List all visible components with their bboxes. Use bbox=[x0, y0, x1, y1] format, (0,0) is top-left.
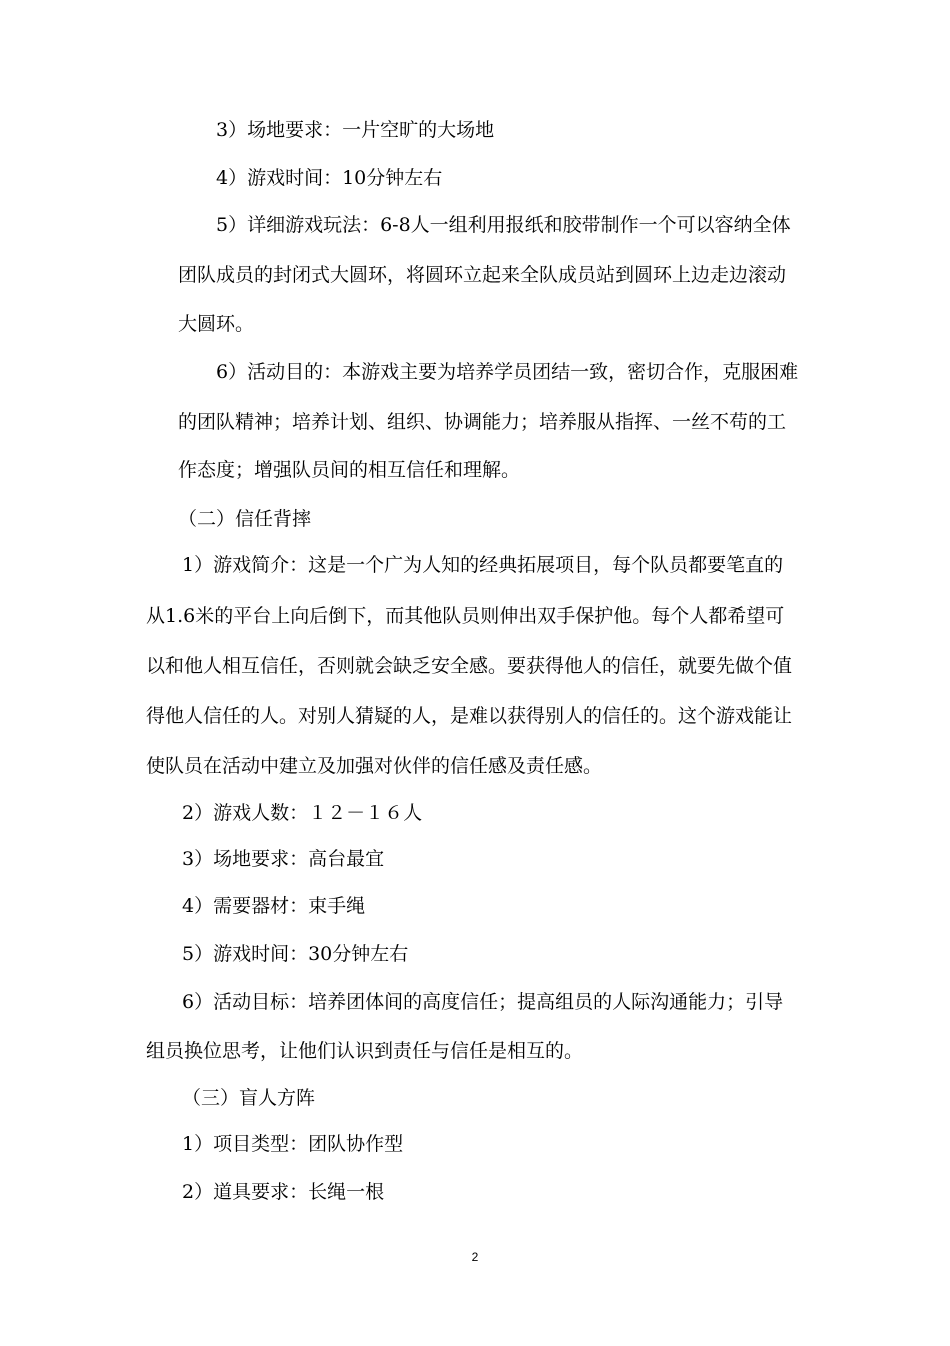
text-line: 从1.6米的平台上向后倒下，而其他队员则伸出双手保护他。每个人都希望可 bbox=[146, 605, 785, 627]
text-line: 1）游戏简介：这是一个广为人知的经典拓展项目，每个队员都要笔直的 bbox=[182, 554, 784, 576]
text-line: 4）游戏时间：10分钟左右 bbox=[216, 167, 443, 189]
text-line: 3）场地要求：高台最宜 bbox=[182, 848, 385, 870]
text-line: 6）活动目的：本游戏主要为培养学员团结一致，密切合作，克服困难 bbox=[216, 361, 799, 383]
text-line: 使队员在活动中建立及加强对伙伴的信任感及责任感。 bbox=[146, 755, 603, 777]
text-line: 3）场地要求：一片空旷的大场地 bbox=[216, 119, 495, 141]
text-line: 团队成员的封闭式大圆环，将圆环立起来全队成员站到圆环上边走边滚动 bbox=[178, 264, 787, 286]
section-heading: （三）盲人方阵 bbox=[182, 1087, 316, 1109]
text-line: 2）道具要求：长绳一根 bbox=[182, 1181, 385, 1203]
page-number: 2 bbox=[471, 1250, 479, 1264]
text-line: 组员换位思考，让他们认识到责任与信任是相互的。 bbox=[146, 1040, 584, 1062]
text-line: 2）游戏人数：１２－１６人 bbox=[182, 802, 423, 824]
text-line: 大圆环。 bbox=[178, 313, 255, 335]
text-line: 作态度；增强队员间的相互信任和理解。 bbox=[178, 459, 521, 481]
text-line: 5）详细游戏玩法：6-8人一组利用报纸和胶带制作一个可以容纳全体 bbox=[216, 214, 791, 236]
text-line: 4）需要器材：束手绳 bbox=[182, 895, 366, 917]
text-line: 6）活动目标：培养团体间的高度信任；提高组员的人际沟通能力；引导 bbox=[182, 991, 784, 1013]
text-line: 5）游戏时间：30分钟左右 bbox=[182, 943, 409, 965]
text-line: 得他人信任的人。对别人猜疑的人，是难以获得别人的信任的。这个游戏能让 bbox=[146, 705, 793, 727]
text-line: 1）项目类型：团队协作型 bbox=[182, 1133, 404, 1155]
text-line: 以和他人相互信任，否则就会缺乏安全感。要获得他人的信任，就要先做个值 bbox=[146, 655, 793, 677]
section-heading: （二）信任背摔 bbox=[178, 508, 312, 530]
text-line: 的团队精神；培养计划、组织、协调能力；培养服从指挥、一丝不苟的工 bbox=[178, 411, 787, 433]
